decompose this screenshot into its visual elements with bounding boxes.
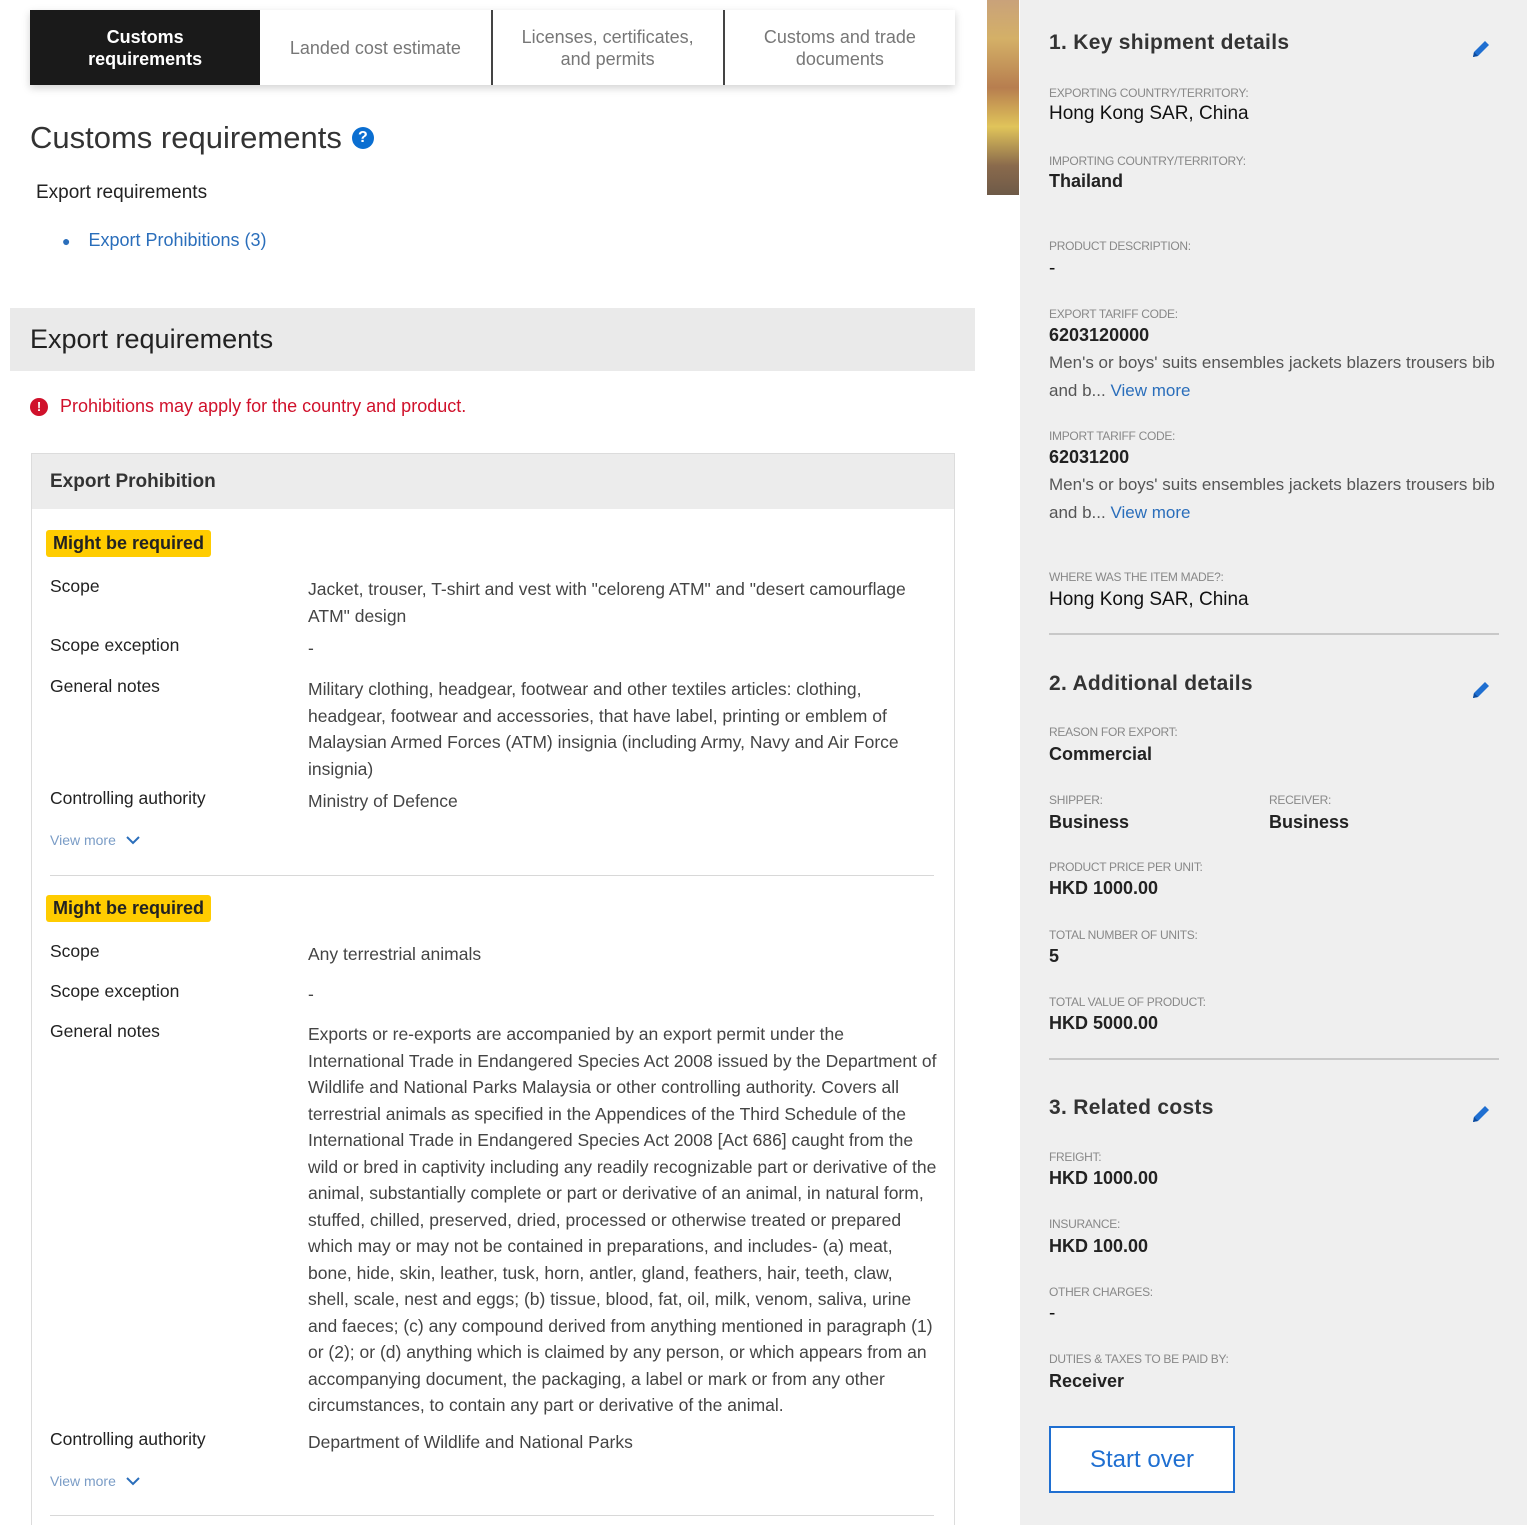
export-tariff-code-value: 6203120000 <box>1049 325 1150 345</box>
status-badge: Might be required <box>46 530 211 557</box>
view-more-link[interactable]: View more <box>1110 503 1191 522</box>
field-label: TOTAL VALUE OF PRODUCT: <box>1049 995 1206 1009</box>
exporting-country-value: Hong Kong SAR, China <box>1049 103 1249 124</box>
tab-licenses-certificates-permits[interactable]: Licenses, certificates, and permits <box>493 10 725 85</box>
field-value: - <box>308 984 314 1004</box>
prohibition-item <box>46 895 936 1525</box>
background-photo-strip <box>987 0 1019 195</box>
view-more-label: View more <box>50 832 116 848</box>
total-units-value: 5 <box>1049 946 1060 966</box>
receiver-value: Business <box>1269 812 1350 832</box>
field-value: Military clothing, headgear, footwear and other textiles articles: clothing, headgear, footwear and accessories, that have label, printing or emblem of Malaysian Armed Forces (ATM) insignia (including Army, Navy and Air Force insignia) <box>308 679 899 779</box>
tab-bar <box>30 10 955 85</box>
field-value: Jacket, trouser, T-shirt and vest with "celoreng ATM" and "desert camourflage ATM" design <box>308 579 906 626</box>
field-label: EXPORTING COUNTRY/TERRITORY: <box>1049 86 1249 100</box>
field-label: General notes <box>50 676 160 696</box>
export-tariff-description <box>1049 349 1499 405</box>
field-label: SHIPPER: <box>1049 793 1103 807</box>
tab-landed-cost-estimate[interactable]: Landed cost estimate <box>260 10 492 85</box>
tariff-description-text: Men's or boys' suits ensembles jackets blazers trousers bib and b... <box>1049 475 1495 522</box>
field-value: Any terrestrial animals <box>308 944 482 964</box>
field-label: FREIGHT: <box>1049 1150 1102 1164</box>
field-label: PRODUCT PRICE PER UNIT: <box>1049 860 1203 874</box>
view-more-label: View more <box>50 1473 116 1489</box>
start-over-button[interactable]: Start over <box>1049 1426 1235 1493</box>
alert-icon: ! <box>30 398 48 416</box>
chevron-down-icon <box>126 832 140 848</box>
pencil-icon[interactable] <box>1470 38 1492 60</box>
field-value: Ministry of Defence <box>308 791 458 811</box>
section-title-key-shipment-details: 1. Key shipment details <box>1049 31 1290 54</box>
field-label: Controlling authority <box>50 1429 206 1449</box>
tab-customs-requirements[interactable]: Customs requirements <box>30 10 260 85</box>
toc-list <box>62 230 267 251</box>
product-description-value: - <box>1049 258 1056 279</box>
field-label: Controlling authority <box>50 788 206 808</box>
page-title: Customs requirements <box>30 120 342 155</box>
field-value: - <box>308 638 314 658</box>
field-label: Scope <box>50 941 100 961</box>
tariff-description-text: Men's or boys' suits ensembles jackets blazers trousers bib and b... <box>1049 353 1495 400</box>
panel-header: Export Prohibition <box>32 454 954 509</box>
country-of-origin-value: Hong Kong SAR, China <box>1049 589 1249 610</box>
section-divider <box>1049 1058 1499 1060</box>
page-title-row <box>30 120 374 156</box>
alert-text: Prohibitions may apply for the country and product. <box>60 396 467 416</box>
help-icon[interactable]: ? <box>352 127 374 149</box>
field-label: RECEIVER: <box>1269 793 1331 807</box>
divider <box>50 875 934 876</box>
field-value: Exports or re-exports are accompanied by an export permit under the International Trade in Endangered Species Act 2008 issued by the Department of Wildlife and National Parks Malaysia or other controlling authority. Covers all terrestrial animals as specified in the Appendices of the Third Schedule of the International Trade in Endangered Species Act 2008 [Act 686] caught from the wild or bred in captivity including any readily recognizable part or derivative of the animal, substantially complete or part or derivative of an animal, in natural form, stuffed, chilled, preserved, dried, processed or otherwise treated or prepared which may or may not be contained in preparations, and includes- (a) meat, bone, hide, skin, leather, tusk, horn, antler, gland, feathers, hair, teeth, claw, shell, scale, nest and eggs; (b) tissue, blood, fat, oil, milk, venom, saliva, urine and faeces; (c) any compound derived from anything mentioned in paragraph (1) or (2); or (d) anything which is claimed by any person, or which appears from an accompanying document, the packaging, a label or mark or from any other circumstances, to contain any part or derivative of the animal. <box>308 1024 937 1415</box>
tab-customs-trade-documents[interactable]: Customs and trade documents <box>763 26 916 69</box>
price-per-unit-value: HKD 1000.00 <box>1049 878 1159 898</box>
field-label: IMPORT TARIFF CODE: <box>1049 429 1176 443</box>
divider <box>50 1515 934 1516</box>
field-label: DUTIES & TAXES TO BE PAID BY: <box>1049 1352 1229 1366</box>
import-tariff-description <box>1049 471 1499 527</box>
field-label: WHERE WAS THE ITEM MADE?: <box>1049 570 1224 584</box>
duties-paid-by-value: Receiver <box>1049 1371 1125 1391</box>
total-value-value: HKD 5000.00 <box>1049 1013 1159 1033</box>
insurance-value: HKD 100.00 <box>1049 1236 1149 1256</box>
toc-link-export-prohibitions[interactable]: Export Prohibitions (3) <box>88 230 267 250</box>
field-label: General notes <box>50 1021 160 1041</box>
section-title-additional-details: 2. Additional details <box>1049 672 1253 695</box>
field-label: REASON FOR EXPORT: <box>1049 725 1178 739</box>
field-label: IMPORTING COUNTRY/TERRITORY: <box>1049 154 1246 168</box>
status-badge: Might be required <box>46 895 211 922</box>
prohibition-item <box>46 530 936 880</box>
section-divider <box>1049 633 1499 635</box>
toc-heading: Export requirements <box>36 182 208 203</box>
field-label: TOTAL NUMBER OF UNITS: <box>1049 928 1198 942</box>
field-label: INSURANCE: <box>1049 1217 1121 1231</box>
reason-for-export-value: Commercial <box>1049 744 1153 764</box>
pencil-icon[interactable] <box>1470 679 1492 701</box>
freight-value: HKD 1000.00 <box>1049 1168 1159 1188</box>
field-label: OTHER CHARGES: <box>1049 1285 1153 1299</box>
bullet-icon: ● <box>62 232 71 249</box>
field-label: Scope exception <box>50 635 180 655</box>
pencil-icon[interactable] <box>1470 1103 1492 1125</box>
other-charges-value: - <box>1049 1303 1056 1324</box>
import-tariff-code-value: 62031200 <box>1049 447 1130 467</box>
shipper-value: Business <box>1049 812 1130 832</box>
export-prohibition-panel <box>31 453 955 1525</box>
importing-country-value: Thailand <box>1049 171 1124 191</box>
section-title-related-costs: 3. Related costs <box>1049 1096 1214 1119</box>
field-value: Department of Wildlife and National Parks <box>308 1432 633 1452</box>
chevron-down-icon <box>126 1473 140 1489</box>
section-heading: Export requirements <box>10 308 975 371</box>
view-more-link[interactable]: View more <box>1110 381 1191 400</box>
field-label: Scope exception <box>50 981 180 1001</box>
field-label: EXPORT TARIFF CODE: <box>1049 307 1178 321</box>
view-more-toggle[interactable] <box>50 1473 140 1489</box>
view-more-toggle[interactable] <box>50 832 140 848</box>
shipment-summary-sidebar <box>1020 0 1527 1525</box>
prohibition-alert <box>30 396 466 417</box>
field-label: Scope <box>50 576 100 596</box>
field-label: PRODUCT DESCRIPTION: <box>1049 239 1191 253</box>
